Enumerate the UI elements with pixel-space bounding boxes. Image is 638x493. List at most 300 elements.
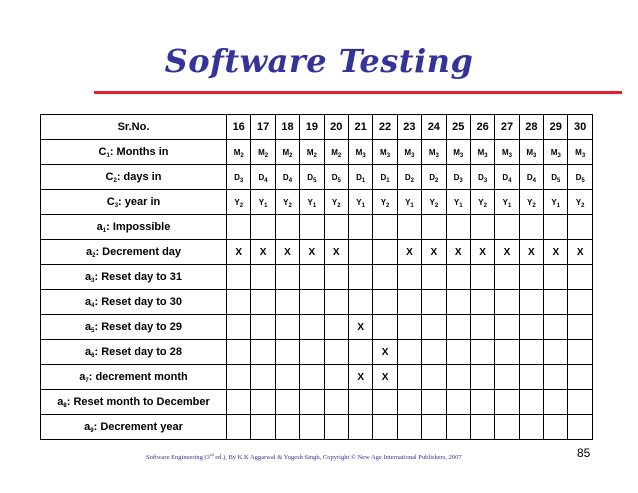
condition-value — [544, 140, 568, 165]
action-mark-cell — [519, 365, 543, 390]
action-mark-cell — [519, 340, 543, 365]
action-mark: X — [528, 246, 535, 258]
action-mark: X — [284, 246, 291, 258]
action-mark-cell — [568, 365, 592, 390]
action-row — [41, 240, 593, 265]
column-number: 20 — [330, 121, 343, 133]
label-text: : Decrement day — [95, 246, 182, 258]
label-subscript: 7 — [85, 378, 89, 384]
value-subscript: 3 — [459, 152, 464, 159]
value-symbol: D — [453, 172, 460, 182]
action-mark-cell — [422, 315, 446, 340]
column-header — [373, 115, 397, 140]
label-subscript: 3 — [114, 203, 119, 209]
action-mark-cell — [470, 215, 494, 240]
column-header — [446, 115, 470, 140]
condition-value — [300, 140, 324, 165]
action-mark-cell — [300, 340, 324, 365]
footer-superscript: rd — [209, 452, 214, 457]
condition-value — [544, 165, 568, 190]
column-number: 24 — [427, 121, 440, 133]
action-mark-cell — [519, 215, 543, 240]
label-prefix: a — [85, 296, 92, 308]
action-mark-cell — [422, 240, 446, 265]
value-subscript: 3 — [386, 152, 391, 159]
value-subscript: 3 — [581, 152, 586, 159]
value-subscript: 3 — [435, 152, 439, 159]
value-symbol: Y — [502, 197, 508, 207]
action-mark: X — [430, 246, 438, 258]
action-mark-cell — [568, 340, 592, 365]
column-number: 28 — [525, 121, 538, 133]
action-mark-cell — [227, 290, 251, 315]
action-mark-cell — [495, 340, 519, 365]
value-subscript: 2 — [289, 152, 293, 159]
action-mark-cell — [544, 240, 568, 265]
action-label — [41, 265, 227, 290]
value-symbol: M — [428, 147, 436, 157]
action-mark-cell — [568, 240, 592, 265]
action-row — [41, 340, 593, 365]
value-symbol: M — [501, 147, 509, 157]
action-mark-cell — [470, 290, 494, 315]
action-mark: X — [454, 246, 462, 258]
action-mark-cell — [495, 265, 519, 290]
action-mark: X — [479, 246, 486, 258]
action-mark-cell — [324, 315, 348, 340]
action-mark-cell — [544, 315, 568, 340]
action-mark-cell — [251, 315, 275, 340]
column-header — [422, 115, 446, 140]
condition-value — [495, 140, 519, 165]
action-mark-cell — [227, 215, 251, 240]
action-mark-cell — [422, 415, 446, 440]
action-mark-cell — [251, 415, 275, 440]
action-mark-cell — [324, 265, 348, 290]
condition-label — [41, 165, 227, 190]
action-mark-cell — [470, 265, 494, 290]
column-number: 22 — [378, 121, 392, 133]
condition-value — [275, 140, 299, 165]
action-mark-cell — [446, 290, 470, 315]
action-mark-cell — [227, 390, 251, 415]
action-mark: X — [332, 246, 340, 258]
column-header — [348, 115, 372, 140]
label-text: : year in — [118, 196, 161, 208]
condition-value — [470, 140, 494, 165]
column-header — [300, 115, 324, 140]
action-label — [41, 415, 227, 440]
action-mark-cell — [519, 415, 543, 440]
action-mark-cell — [397, 340, 421, 365]
value-subscript: 2 — [240, 152, 244, 159]
action-mark-cell — [251, 340, 275, 365]
action-mark-cell — [397, 415, 421, 440]
value-symbol: Y — [575, 197, 582, 207]
condition-value — [227, 190, 251, 215]
value-symbol: D — [478, 172, 484, 182]
action-mark-cell — [495, 365, 519, 390]
label-subscript: 9 — [90, 428, 94, 434]
action-mark-cell — [324, 365, 348, 390]
action-mark-cell — [568, 390, 592, 415]
action-mark-cell — [568, 215, 592, 240]
label-prefix: C — [106, 196, 115, 208]
value-symbol: D — [526, 172, 533, 182]
value-subscript: 2 — [386, 202, 390, 209]
column-number: 19 — [305, 121, 318, 133]
action-mark-cell — [275, 215, 299, 240]
action-mark: X — [308, 246, 316, 258]
condition-value — [348, 190, 372, 215]
action-mark-cell — [470, 415, 494, 440]
action-mark-cell — [275, 340, 299, 365]
action-mark-cell — [544, 340, 568, 365]
decision-table — [40, 114, 593, 440]
value-subscript: 2 — [483, 202, 487, 209]
action-mark-cell — [446, 390, 470, 415]
column-header — [568, 115, 592, 140]
condition-value — [227, 165, 251, 190]
condition-value — [568, 165, 592, 190]
action-mark-cell — [495, 415, 519, 440]
action-mark-cell — [251, 265, 275, 290]
action-mark-cell — [446, 415, 470, 440]
action-label — [41, 215, 227, 240]
value-symbol: Y — [478, 197, 484, 207]
action-row — [41, 265, 593, 290]
value-subscript: 1 — [312, 202, 317, 209]
action-mark-cell — [348, 415, 372, 440]
value-subscript: 3 — [239, 177, 244, 184]
action-mark-cell — [227, 315, 251, 340]
action-row — [41, 390, 593, 415]
value-symbol: M — [550, 147, 558, 157]
action-mark: X — [381, 371, 389, 383]
value-symbol: Y — [234, 197, 240, 207]
condition-value — [397, 140, 421, 165]
action-row — [41, 315, 593, 340]
action-mark-cell — [348, 340, 372, 365]
action-mark-cell — [519, 240, 543, 265]
value-symbol: M — [575, 147, 582, 157]
value-subscript: 2 — [264, 152, 269, 159]
action-mark-cell — [519, 265, 543, 290]
action-mark-cell — [495, 240, 519, 265]
value-symbol: D — [356, 172, 362, 182]
condition-value — [519, 165, 543, 190]
value-symbol: M — [258, 147, 265, 157]
column-header — [519, 115, 543, 140]
condition-value — [324, 140, 348, 165]
action-mark-cell — [348, 390, 372, 415]
value-subscript: 2 — [532, 202, 536, 209]
action-mark-cell — [373, 365, 397, 390]
condition-value — [568, 140, 592, 165]
condition-value — [422, 140, 446, 165]
action-mark-cell — [568, 290, 592, 315]
condition-value — [373, 140, 397, 165]
value-symbol: Y — [527, 197, 533, 207]
action-mark-cell — [544, 290, 568, 315]
value-subscript: 3 — [557, 152, 561, 159]
action-mark-cell — [397, 240, 421, 265]
value-symbol: D — [234, 172, 240, 182]
action-row — [41, 290, 593, 315]
action-mark-cell — [495, 290, 519, 315]
value-symbol: Y — [405, 197, 411, 207]
column-number: 21 — [354, 121, 367, 133]
condition-value — [422, 165, 446, 190]
value-symbol: M — [282, 147, 290, 157]
column-header — [227, 115, 251, 140]
condition-value — [568, 190, 592, 215]
value-symbol: M — [453, 147, 460, 157]
condition-value — [397, 165, 421, 190]
action-mark-cell — [324, 340, 348, 365]
footer-text-start: Software Engineering (3 — [146, 454, 210, 462]
action-mark-cell — [227, 365, 251, 390]
action-mark-cell — [544, 365, 568, 390]
action-mark-cell — [227, 265, 251, 290]
condition-value — [470, 190, 494, 215]
value-subscript: 1 — [507, 202, 512, 209]
value-subscript: 5 — [313, 177, 317, 184]
action-mark-cell — [568, 415, 592, 440]
value-subscript: 2 — [581, 202, 585, 209]
action-mark-cell — [422, 365, 446, 390]
condition-value — [300, 165, 324, 190]
action-mark-cell — [470, 315, 494, 340]
action-mark-cell — [519, 390, 543, 415]
action-mark-cell — [300, 365, 324, 390]
value-symbol: Y — [453, 197, 460, 207]
action-mark-cell — [373, 215, 397, 240]
condition-value — [422, 190, 446, 215]
condition-value — [495, 190, 519, 215]
label-prefix: a — [85, 271, 92, 283]
action-mark-cell — [324, 415, 348, 440]
value-symbol: Y — [283, 197, 289, 207]
value-subscript: 3 — [533, 152, 537, 159]
action-mark-cell — [275, 315, 299, 340]
action-mark-cell — [348, 290, 372, 315]
action-mark-cell — [275, 390, 299, 415]
action-mark-cell — [251, 290, 275, 315]
value-symbol: M — [331, 147, 338, 157]
value-symbol: D — [429, 172, 436, 182]
action-mark-cell — [519, 290, 543, 315]
action-mark-cell — [373, 415, 397, 440]
action-mark-cell — [446, 265, 470, 290]
action-mark-cell — [373, 340, 397, 365]
value-subscript: 4 — [288, 177, 293, 184]
value-subscript: 2 — [337, 152, 342, 159]
condition-row — [41, 190, 593, 215]
label-text: : Decrement year — [93, 421, 183, 433]
action-mark-cell — [470, 365, 494, 390]
condition-value — [495, 165, 519, 190]
condition-value — [519, 190, 543, 215]
column-number: 25 — [452, 121, 465, 133]
action-mark-cell — [300, 240, 324, 265]
column-header — [470, 115, 494, 140]
value-symbol: D — [258, 172, 265, 182]
label-prefix: a — [85, 321, 92, 333]
value-subscript: 1 — [556, 202, 561, 209]
condition-value — [373, 165, 397, 190]
value-subscript: 5 — [556, 177, 561, 184]
value-symbol: D — [282, 172, 289, 182]
value-subscript: 3 — [484, 152, 488, 159]
label-prefix: C — [98, 146, 107, 158]
label-subscript: 2 — [92, 253, 96, 259]
action-label — [41, 340, 227, 365]
action-mark-cell — [251, 365, 275, 390]
action-mark-cell — [251, 240, 275, 265]
condition-value — [348, 165, 372, 190]
action-mark: X — [235, 246, 243, 258]
label-subscript: 4 — [91, 303, 95, 309]
action-mark-cell — [470, 340, 494, 365]
column-number: 17 — [256, 121, 270, 133]
value-symbol: D — [575, 172, 582, 182]
action-mark-cell — [544, 390, 568, 415]
action-mark-cell — [519, 315, 543, 340]
column-number: 18 — [281, 121, 294, 133]
label-text: : Reset day to 29 — [94, 321, 182, 333]
value-symbol: D — [307, 172, 314, 182]
action-mark-cell — [446, 315, 470, 340]
action-label — [41, 315, 227, 340]
action-mark-cell — [397, 290, 421, 315]
label-prefix: a — [57, 396, 64, 408]
action-mark-cell — [373, 290, 397, 315]
label-prefix: a — [96, 221, 103, 233]
condition-value — [300, 190, 324, 215]
action-mark-cell — [373, 315, 397, 340]
value-subscript: 2 — [337, 202, 341, 209]
label-subscript: 2 — [113, 178, 117, 184]
label-text: : decrement month — [88, 371, 188, 383]
action-mark: X — [357, 321, 364, 333]
value-symbol: M — [526, 147, 534, 157]
value-symbol: D — [404, 172, 411, 182]
value-symbol: D — [331, 172, 338, 182]
value-subscript: 3 — [508, 152, 512, 159]
action-row — [41, 365, 593, 390]
value-symbol: D — [551, 172, 557, 182]
value-subscript: 3 — [483, 177, 488, 184]
title-underline — [94, 91, 622, 94]
action-mark-cell — [275, 290, 299, 315]
column-number: 30 — [574, 121, 587, 133]
value-symbol: M — [380, 147, 387, 157]
action-mark-cell — [446, 215, 470, 240]
condition-value — [324, 190, 348, 215]
action-mark-cell — [495, 215, 519, 240]
label-prefix: a — [84, 421, 91, 433]
action-mark-cell — [470, 240, 494, 265]
header-label: Sr.No. — [117, 121, 150, 133]
value-symbol: D — [380, 172, 387, 182]
column-number: 23 — [403, 121, 416, 133]
condition-value — [446, 165, 470, 190]
label-text: : Reset month to December — [66, 396, 210, 408]
action-mark-cell — [373, 240, 397, 265]
value-subscript: 3 — [459, 177, 463, 184]
value-symbol: Y — [331, 197, 338, 207]
condition-value — [227, 140, 251, 165]
label-text: : Reset day to 30 — [94, 296, 182, 308]
condition-value — [275, 165, 299, 190]
action-mark: X — [503, 246, 511, 258]
action-row — [41, 215, 593, 240]
condition-value — [446, 190, 470, 215]
value-subscript: 4 — [532, 177, 536, 184]
action-mark-cell — [348, 365, 372, 390]
value-subscript: 2 — [288, 202, 292, 209]
condition-row — [41, 140, 593, 165]
action-mark-cell — [568, 265, 592, 290]
value-symbol: M — [477, 147, 485, 157]
action-mark-cell — [227, 240, 251, 265]
value-subscript: 1 — [459, 202, 463, 209]
action-mark-cell — [348, 215, 372, 240]
action-mark-cell — [397, 215, 421, 240]
value-subscript: 3 — [362, 152, 366, 159]
label-text: : Reset day to 28 — [94, 346, 182, 358]
action-mark-cell — [397, 365, 421, 390]
action-mark-cell — [300, 415, 324, 440]
action-mark-cell — [324, 240, 348, 265]
value-symbol: M — [404, 147, 412, 157]
condition-label — [41, 190, 227, 215]
action-label — [41, 365, 227, 390]
action-mark-cell — [422, 265, 446, 290]
column-header — [397, 115, 421, 140]
value-symbol: Y — [356, 197, 362, 207]
condition-value — [275, 190, 299, 215]
column-header — [544, 115, 568, 140]
action-mark: X — [381, 346, 389, 358]
action-mark-cell — [373, 265, 397, 290]
value-subscript: 5 — [581, 177, 585, 184]
value-symbol: Y — [429, 197, 435, 207]
value-subscript: 5 — [337, 177, 341, 184]
label-subscript: 1 — [102, 228, 107, 234]
column-header — [495, 115, 519, 140]
value-symbol: Y — [551, 197, 557, 207]
label-prefix: a — [85, 346, 92, 358]
action-mark-cell — [275, 265, 299, 290]
action-label — [41, 240, 227, 265]
action-row — [41, 415, 593, 440]
value-symbol: M — [233, 147, 241, 157]
column-number: 16 — [232, 121, 245, 133]
action-label — [41, 290, 227, 315]
value-symbol: D — [502, 172, 509, 182]
action-label — [41, 390, 227, 415]
value-subscript: 4 — [264, 177, 268, 184]
value-subscript: 1 — [410, 202, 414, 209]
column-header — [251, 115, 275, 140]
action-mark-cell — [348, 315, 372, 340]
action-mark-cell — [324, 390, 348, 415]
action-mark-cell — [251, 390, 275, 415]
label-subscript: 8 — [63, 403, 67, 409]
value-subscript: 4 — [508, 177, 512, 184]
